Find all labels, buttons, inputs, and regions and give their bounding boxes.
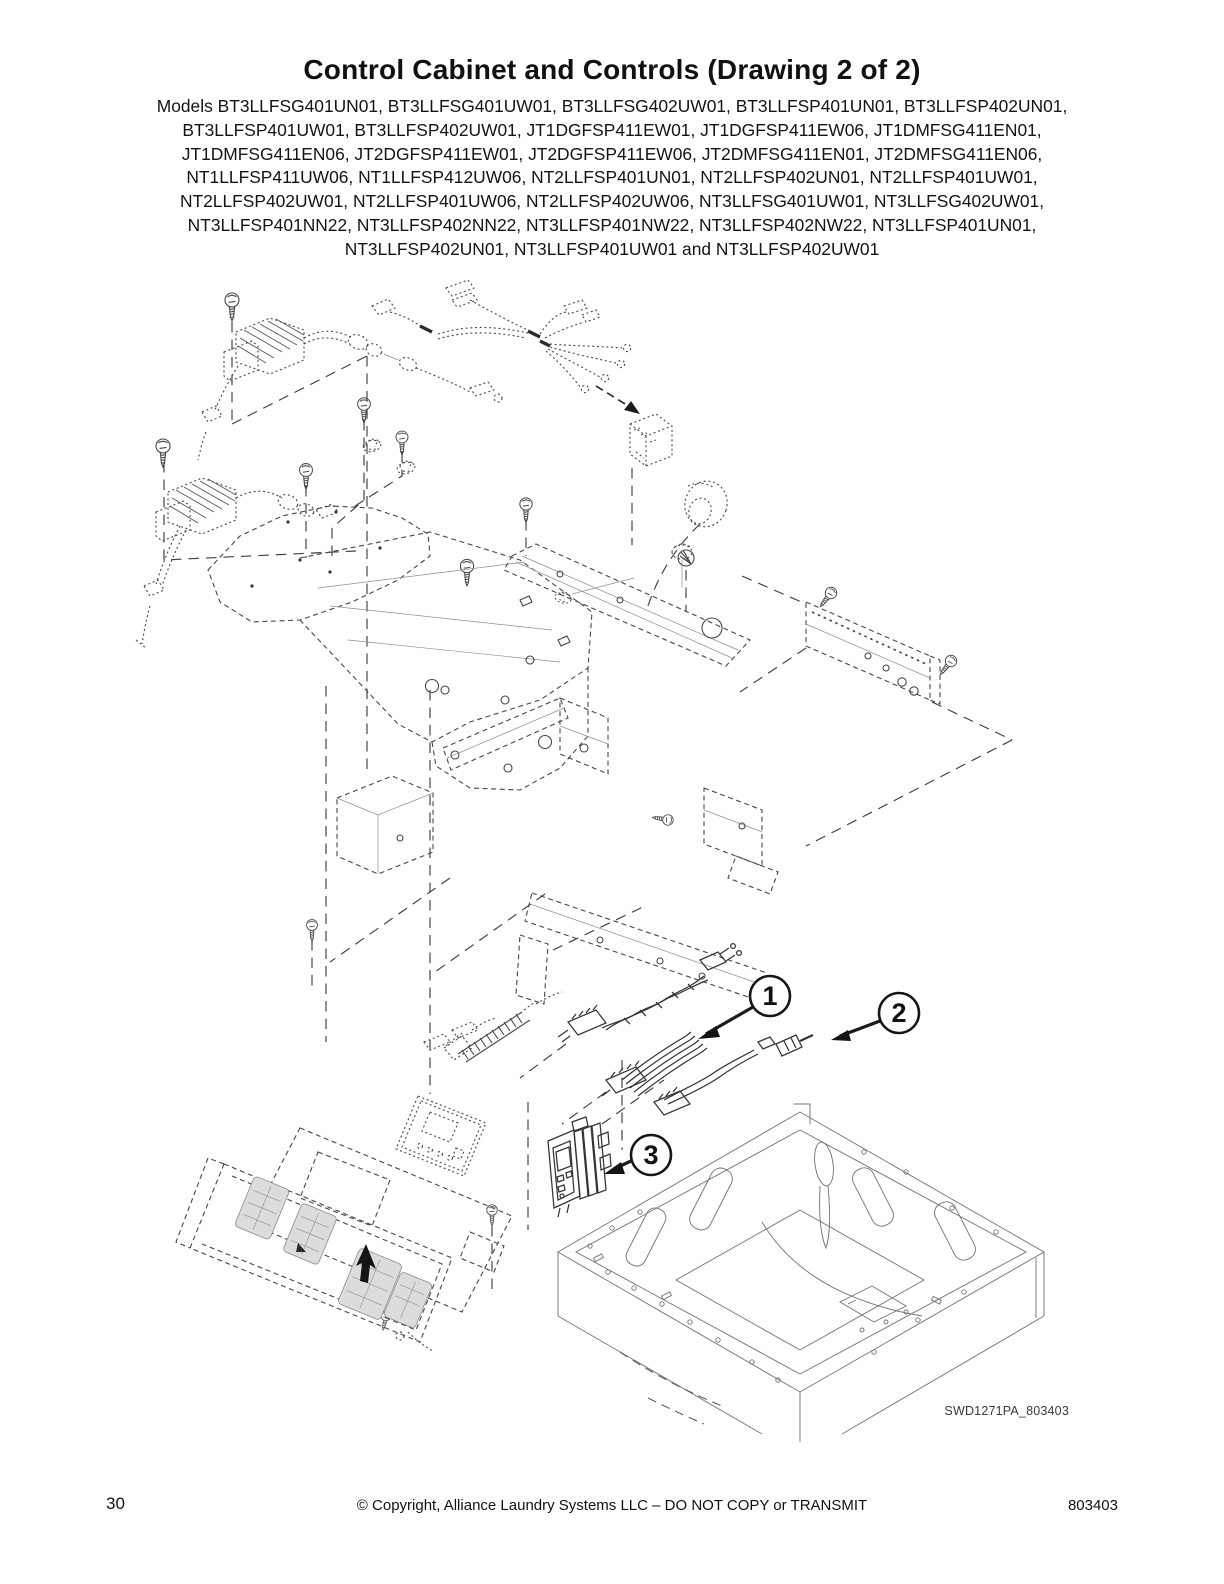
- coil-assembly-left: [136, 478, 338, 648]
- model-list-line: NT2LLFSP402UW01, NT2LLFSP401UW06, NT2LLFSP402UW06, NT3LLFSG401UW01, NT3LLFSG402UW01,: [179, 191, 1045, 212]
- screw-fasteners: [156, 293, 959, 1331]
- connector-block: [630, 414, 672, 466]
- callout-2-number: 2: [891, 998, 907, 1028]
- model-list-line: NT1LLFSP411UW06, NT1LLFSP412UW06, NT2LLFSP401UN01, NT2LLFSP402UN01, NT2LLFSP401UW01,: [186, 167, 1038, 188]
- copyright-notice: © Copyright, Alliance Laundry Systems LLC – DO NOT COPY or TRANSMIT: [356, 1497, 868, 1514]
- control-board: [396, 1018, 496, 1176]
- callout-3: [604, 1135, 671, 1175]
- callout-1-number: 1: [762, 981, 778, 1011]
- document-number: 803403: [1067, 1497, 1118, 1514]
- grommet: [679, 476, 733, 533]
- wire-harness-twisted: [558, 944, 741, 1042]
- timer-control: [548, 1117, 611, 1217]
- wire-harness-top: [372, 280, 640, 414]
- bracket-right: [806, 602, 940, 704]
- model-list-line: JT1DMFSG411EN06, JT2DGFSP411EW01, JT2DGFSP411EW06, JT2DMFSG411EN01, JT2DMFSG411EN06,: [181, 143, 1043, 164]
- model-list-line: BT3LLFSP401UW01, BT3LLFSP402UW01, JT1DGFSP411EW01, JT1DGFSP411EW06, JT1DMFSG411EN01,: [182, 119, 1042, 140]
- model-list-line: NT3LLFSP402UN01, NT3LLFSP401UW01 and NT3LLFSP402UW01: [344, 238, 880, 259]
- drawing-code-label: SWD1271PA_803403: [944, 1404, 1069, 1418]
- leader-lines: [164, 322, 1012, 1296]
- model-list-line: Models BT3LLFSG401UN01, BT3LLFSG401UW01, BT3LLFSG402UW01, BT3LLFSP401UN01, BT3LLFSP402UN01,: [156, 96, 1068, 116]
- callout-3-number: 3: [643, 1140, 659, 1170]
- page-title: Control Cabinet and Controls (Drawing 2 of 2): [303, 54, 921, 85]
- front-fascia: [176, 1158, 452, 1352]
- mounting-plate-main: [208, 506, 592, 790]
- page-number: 30: [106, 1494, 125, 1513]
- cross-brace-assembly: [337, 698, 778, 1004]
- coil-assembly-top: [198, 318, 502, 460]
- callout-2: [831, 993, 919, 1041]
- callout-1: [698, 976, 790, 1039]
- mounting-plate-right: [504, 544, 750, 666]
- model-list-line: NT3LLFSP401NN22, NT3LLFSP402NN22, NT3LLFSP401NW22, NT3LLFSP402NW22, NT3LLFSP401UN01,: [187, 214, 1037, 235]
